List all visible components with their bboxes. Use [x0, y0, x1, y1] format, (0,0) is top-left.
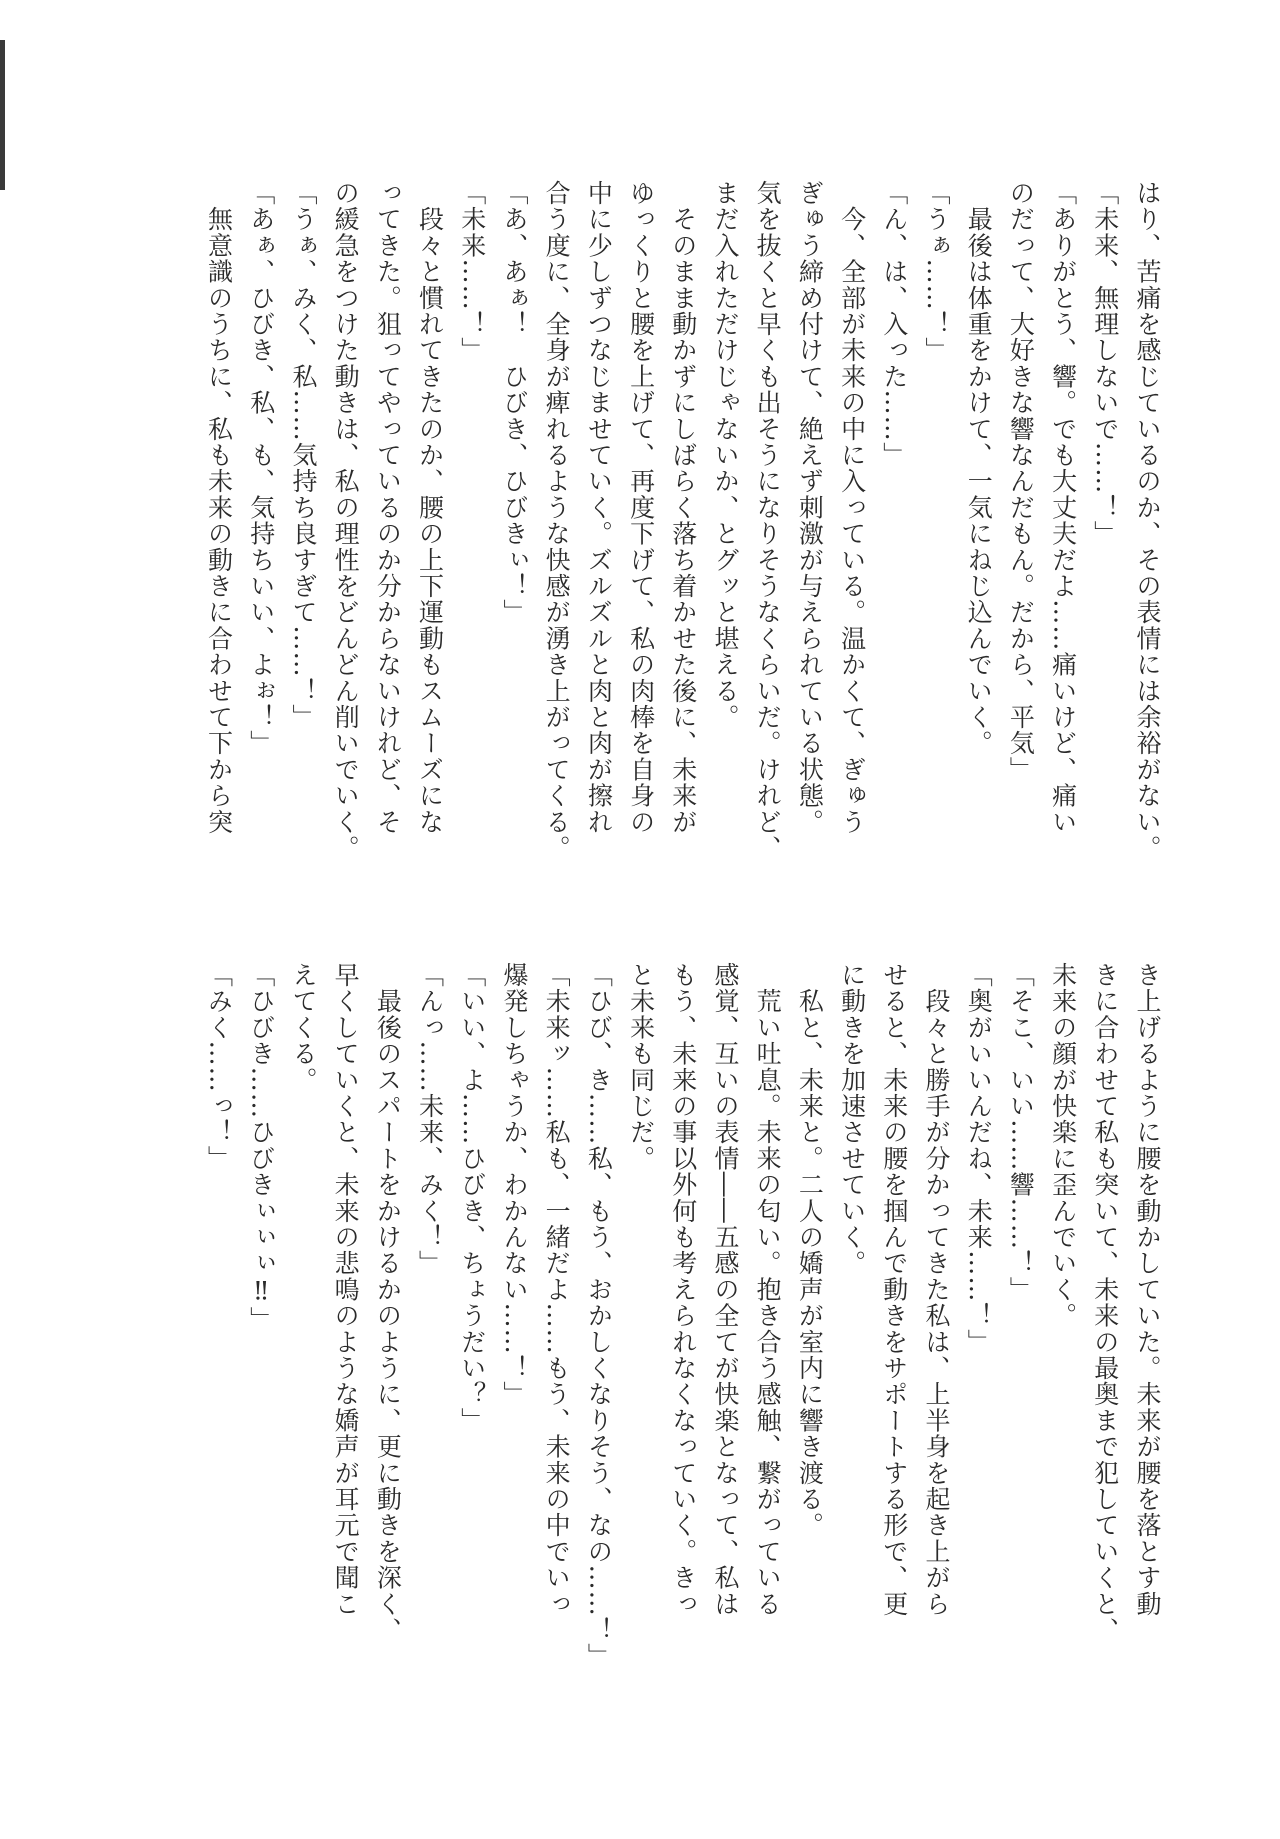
text-line: せると、未来の腰を掴んで動きをサポートする形で、更	[879, 962, 909, 1617]
text-line: まだ入れただけじゃないか、とグッと堪える。	[710, 180, 740, 731]
text-line: 「未来ッ……私も、一緒だよ……もう、未来の中でいっ	[542, 962, 572, 1617]
text-line: 「ひび、き……私、もう、おかしくなりそう、なの……！」	[584, 962, 614, 1670]
text-line: 合う度に、全身が痺れるような快感が湧き上がってくる。	[542, 180, 572, 862]
text-line: 私と、未来と。二人の嬌声が室内に響き渡る。	[795, 962, 825, 1539]
text-line: 気を抜くと早くも出そうになりそうなくらいだ。けれど、	[753, 180, 783, 862]
text-line: 早くしていくと、未来の悲鳴のような嬌声が耳元で聞こ	[331, 962, 361, 1617]
text-line: ゆっくりと腰を上げて、再度下げて、私の肉棒を自身の	[626, 180, 656, 835]
text-line: 「ん、は、入った……」	[879, 180, 909, 469]
text-line: そのまま動かずにしばらく落ち着かせた後に、未来が	[668, 180, 698, 836]
text-line: 「奥がいいんだね、未来……！」	[964, 962, 994, 1355]
text-line: 荒い吐息。未来の匂い。抱き合う感触、繋がっている	[753, 962, 783, 1617]
text-line: 「ひびき……ひびきぃぃぃ‼」	[246, 962, 276, 1333]
text-line: 最後のスパートをかけるかのように、更に動きを深く、	[373, 962, 403, 1644]
text-line: 「うぁ、みく、私……気持ち良すぎて……！」	[288, 180, 318, 731]
text-line: 「あ、あぁ！ ひびき、ひびきぃ！」	[499, 180, 529, 626]
text-line: えてくる。	[288, 962, 318, 1093]
text-line: 段々と慣れてきたのか、腰の上下運動もスムーズにな	[415, 180, 445, 835]
text-line: 「あぁ、ひびき、私、も、気持ちいい、よぉ！」	[246, 180, 276, 757]
text-line: ぎゅう締め付けて、絶えず刺激が与えられている状態。	[795, 180, 825, 835]
text-line: 「んっ……未来、みく！」	[415, 962, 445, 1277]
text-line: もう、未来の事以外何も考えられなくなっていく。きっ	[668, 962, 698, 1617]
text-line: 無意識のうちに、私も未来の動きに合わせて下から突	[204, 180, 234, 835]
text-line: 「そこ、いい……響……！」	[1006, 962, 1036, 1303]
text-line: 「未来、無理しないで……！」	[1090, 180, 1120, 547]
text-line: 段々と勝手が分かってきた私は、上半身を起き上がら	[921, 962, 951, 1617]
text-line: 「みく……っ！」	[204, 962, 234, 1172]
text-block-bottom	[168, 962, 1168, 1682]
text-line: 「ありがとう、響。でも大丈夫だよ……痛いけど、痛い	[1048, 180, 1078, 835]
text-line: 最後は体重をかけて、一気にねじ込んでいく。	[964, 180, 994, 757]
text-block-top	[168, 180, 1168, 900]
text-line: はり、苦痛を感じているのか、その表情には余裕がない。	[1133, 180, 1162, 862]
text-line: の緩急をつけた動きは、私の理性をどんどん削いでいく。	[331, 180, 361, 862]
text-line: 未来の顔が快楽に歪んでいく。	[1048, 962, 1078, 1329]
text-line: と未来も同じだ。	[626, 962, 656, 1172]
text-line: 感覚、互いの表情――五感の全てが快楽となって、私は	[710, 962, 740, 1617]
text-line: きに合わせて私も突いて、未来の最奥まで犯していくと、	[1090, 962, 1120, 1644]
text-line: 中に少しずつなじませていく。ズルズルと肉と肉が擦れ	[584, 180, 614, 835]
text-line: 「いい、よ……ひびき、ちょうだい？」	[457, 962, 487, 1434]
text-line: に動きを加速させていく。	[837, 962, 867, 1277]
text-line: 「うぁ……！」	[921, 180, 951, 364]
text-line: き上げるように腰を動かしていた。未来が腰を落とす動	[1133, 962, 1162, 1617]
text-line: 爆発しちゃうか、わかんない……！」	[499, 962, 529, 1408]
text-line: ってきた。狙ってやっているのか分からないけれど、そ	[373, 180, 403, 835]
text-line: 今、全部が未来の中に入っている。温かくて、ぎゅう	[837, 180, 867, 835]
text-line: のだって、大好きな響なんだもん。だから、平気」	[1006, 180, 1036, 783]
text-line: 「未来……！」	[457, 180, 487, 364]
binding-edge-mark	[0, 40, 5, 190]
